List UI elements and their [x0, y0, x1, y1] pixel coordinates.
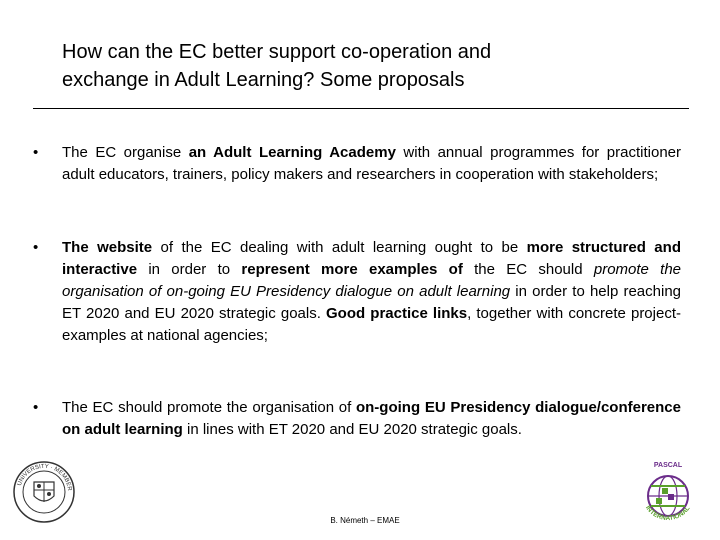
seal-ring-text: UNIVERSITY · MEMBER: [16, 463, 73, 492]
globe-grid-cell: [656, 498, 662, 504]
footer-author: B. Németh – EMAE: [330, 516, 400, 525]
bullet-2-text-e: , together with concrete project-examples at national agencies;: [62, 305, 681, 344]
bullet-2-italic-a: promote the organisation of on-going EU Presidency dialogue on adult learning: [62, 261, 682, 300]
bullet-3-text-b: in lines with ET 2020 and EU 2020 strategic goals.: [182, 421, 522, 438]
bullet-2-bold-b: more structured and interactive: [62, 239, 681, 278]
footer-credit: [0, 516, 720, 525]
bullet-3-bold-a: on-going EU Presidency dialogue/conference on adult learning: [62, 399, 681, 438]
slide-title: [62, 38, 682, 94]
bullet-dot: •: [33, 144, 39, 161]
bullet-dot: •: [33, 399, 39, 416]
bullet-1-text-a: The EC organise: [62, 144, 189, 161]
bullet-2-bold-c: represent more examples of: [241, 261, 463, 278]
bullet-1-text-b: with annual programmes for practitioner adult educators, trainers, policy makers and researchers in cooperation with stakeholders;: [62, 144, 681, 183]
bullet-2-text-c: the EC should: [462, 261, 594, 278]
seal-emblem-dot: [47, 492, 51, 496]
bullet-dot: •: [33, 239, 39, 256]
bullet-2-bold-a: The website: [62, 239, 153, 256]
bullet-2-text-a: of the EC dealing with adult learning ought to be: [152, 239, 527, 256]
university-seal-logo: [12, 460, 76, 524]
bullet-1-bold-a: an Adult Learning Academy: [188, 144, 396, 161]
globe-grid-cell: [668, 494, 674, 500]
pascal-wordmark: PASCAL: [653, 462, 683, 469]
bullet-item-2: [33, 237, 681, 347]
pascal-international-text: INTERNATIONAL: [643, 504, 692, 523]
bullet-2-text-d: in order to help reaching ET 2020 and EU 2020 strategic goals.: [62, 283, 682, 322]
bullet-2-bold-d: Good practice links: [326, 305, 468, 322]
bullet-item-3: [33, 397, 681, 441]
title-divider: [33, 108, 689, 109]
bullet-3-text-a: The EC should promote the organisation of: [62, 399, 356, 416]
title-line-1: How can the EC better support co-operation and: [62, 41, 492, 63]
bullet-item-1: [33, 142, 681, 186]
title-line-2: exchange in Adult Learning? Some proposals: [62, 69, 465, 91]
globe-grid-cell: [662, 488, 668, 494]
seal-emblem-dot: [37, 484, 41, 488]
bullet-2-text-b: in order to: [137, 261, 242, 278]
